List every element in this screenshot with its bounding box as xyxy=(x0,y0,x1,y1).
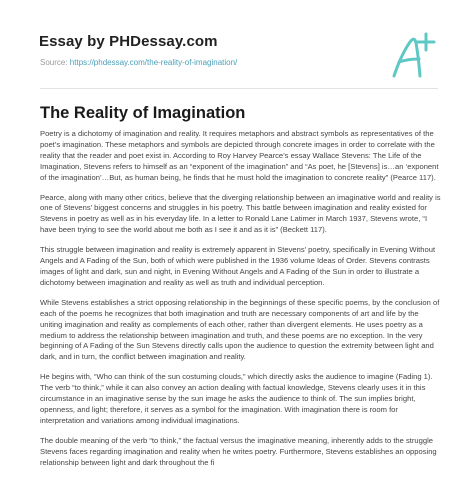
paragraph: Poetry is a dichotomy of imagination and reality. It requires metaphors and abstract symbols as representatives of the poet’s imagination. These metaphors and symbols are depicted through concrete images in order to correlate with the reality that the reader and poet exist in. According to Roy Harvey Pearce’s essay Wallace Stevens: The Life of the Imagination, Stevens refers to himself as an “exponent of the imagination” and “As poet, he [Stevens] is…an ‘exponent of the imagination’…But, as human being, he finds that he must hold the imagination to concrete reality” (Pearce 117). xyxy=(40,129,439,182)
header-divider xyxy=(40,88,438,89)
article-body xyxy=(40,129,442,477)
paragraph: This struggle between imagination and reality is extremely apparent in Stevens’ poetry, specifically in Evening Without Angels and A Fading of the Sun, both of which were published in the 1936 volume Ideas of Order. Stevens contrasts images of light and dark, sun and night, in Evening Without Angels and A Fading of the Sun in order to illustrate a dichotomy between imagination and reality as well as truth and individual perception. xyxy=(40,245,436,287)
source-link[interactable]: https://phdessay.com/the-reality-of-imagination/ xyxy=(69,58,238,67)
source-line xyxy=(40,58,237,67)
paragraph: Pearce, along with many other critics, believe that the diverging relationship between an imaginative world and reality is one of Stevens’ biggest concerns and struggles in his poetry. This battle between imagination and reality existed for Stevens in poetry as well as in his everyday life. In a letter to Ronald Lane Latimer in March 1937, Stevens wrote, “I have been trying to see the world about me both as I see it and as it is” (Beckett 117). xyxy=(40,192,441,235)
paragraph: The double meaning of the verb “to think,” the factual versus the imaginative meaning, inherently adds to the struggle Stevens faces regarding imagination and reality when he writes poetry. Furthermore, Stevens establishes an opposing relationship between light and dark throughout the fi xyxy=(40,435,437,467)
source-label: Source: xyxy=(40,58,70,67)
paragraph: While Stevens establishes a strict opposing relationship in the beginnings of these specific poems, by the conclusion of each of the poems he recognizes that both imagination and truth are necessary components of art and life by the uniting imagination and reality as complements of each other, rather than divergent elements. He uses poetry as a medium to address the relationship between imagination and truth, and these poems are no exception. In the very beginning of A Fading of the Sun Stevens directly calls upon the audience to question the extremity between light and dark, and in turn, the conflict between imagination and reality. xyxy=(40,297,440,362)
site-brand: Essay by PHDessay.com xyxy=(39,33,218,50)
a-plus-logo-icon xyxy=(386,30,438,82)
article-title: The Reality of Imagination xyxy=(40,104,246,122)
paragraph: He begins with, “Who can think of the sun costuming clouds,” which directly asks the audience to imagine (Fading 1). The verb “to think,” while it can also convey an action dealing with factual knowledge, Stevens clearly uses it in this circumstance in an imaginative sense by the sun image he asks the audience to think of. The sun implies bright, openness, and light; therefore, it serves as a symbol for the imagination. With imagination there is room for interpretation and variations among individual imaginations. xyxy=(40,372,433,425)
